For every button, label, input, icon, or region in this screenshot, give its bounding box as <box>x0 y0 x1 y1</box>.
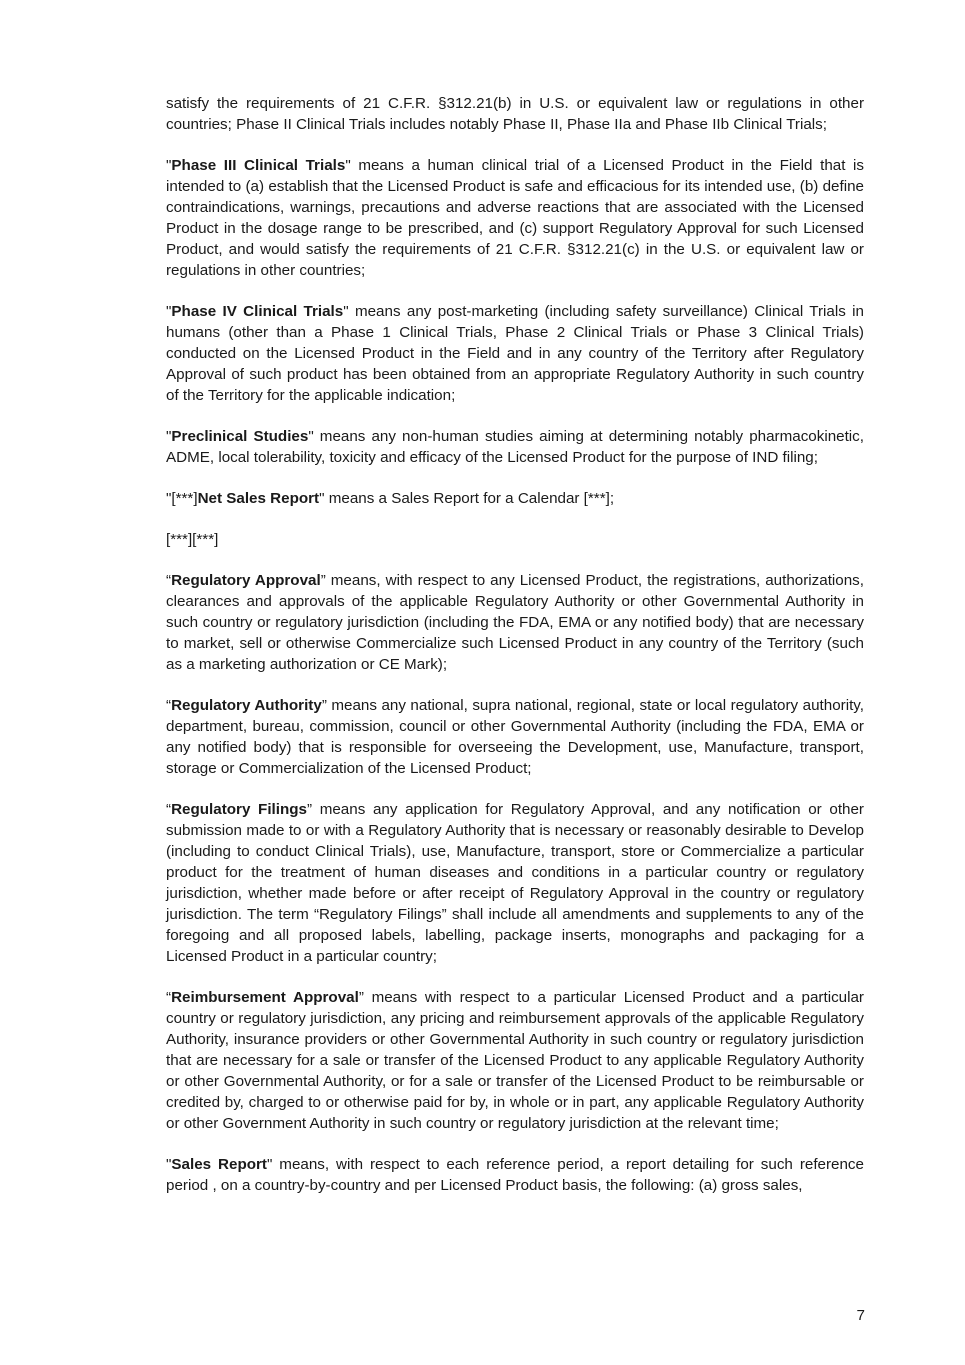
definition-text: means any non-human studies aiming at determining notably pharmacokinetic, ADME, local tolerability, toxicity and efficacy of the Licensed Product for the purpose of IND filing; <box>166 428 864 466</box>
definition-phase-iv-clinical-trials <box>166 301 864 406</box>
open-quote: “ <box>166 697 172 714</box>
definitions-body <box>166 93 864 1216</box>
definition-sales-report <box>166 1154 864 1196</box>
close-quote: ” <box>358 989 364 1006</box>
close-quote: ” <box>320 572 326 589</box>
definition-text: means, with respect to any Licensed Product, the registrations, authorizations, clearances and approvals of the applicable Regulatory Authority or other Governmental Authority in such country or regulatory jurisdiction (including the FDA, EMA or any notified body) that are necessary to market, sell or otherwise Commercialize such Licensed Product in any country of the Territory (such as a marketing authorization or CE Mark); <box>166 572 865 673</box>
definition-text: means any national, supra national, regional, state or local regulatory authority, department, bureau, commission, council or other Governmental Authority (including the FDA, EMA or any notified body) that is responsible for overseeing the Development, use, Manufacture, transport, storage or Commercialization of the Licensed Product; <box>166 697 864 777</box>
definition-regulatory-filings <box>166 799 864 967</box>
definition-regulatory-approval <box>166 570 864 675</box>
open-quote: “ <box>166 801 172 818</box>
definition-text: means with respect to a particular Licensed Product and a particular country or regulatory jurisdiction, any pricing and reimbursement approvals of the applicable Regulatory Authority, insurance providers or other Governmental Authority in such country or regulatory jurisdiction that are necessary for a sale or transfer of the Licensed Product to any applicable Regulatory Authority or other Governmental Authority, or for a sale or transfer of the Licensed Product to be reimbursable or credited by, charged to or otherwise paid for by, in whole or in part, any applicable Regulatory Authority or other Government Authority in such country or regulatory jurisdiction at the relevant time; <box>166 989 864 1132</box>
defined-term: Reimbursement Approval <box>171 989 359 1006</box>
close-quote: " <box>266 1156 273 1173</box>
definition-text: means a human clinical trial of a Licensed Product in the Field that is intended to (a) establish that the Licensed Product is safe and efficacious for its intended use, (b) define contraindications, warnings, precautions and adverse reactions that are associated with the Licensed Product in the dosage range to be prescribed, and (c) support Regulatory Approval for such Licensed Product, and would satisfy the requirements of 21 C.F.R. §312.21(c) in the U.S. or equivalent law or regulations in other countries; <box>166 157 864 279</box>
open-quote: " <box>166 428 172 445</box>
redacted-paragraph <box>166 529 864 550</box>
definition-regulatory-authority <box>166 695 864 779</box>
definition-phase-iii-clinical-trials <box>166 155 864 281</box>
definition-reimbursement-approval <box>166 987 864 1134</box>
definition-net-sales-report <box>166 488 864 509</box>
close-quote: ” <box>321 697 327 714</box>
close-quote: " <box>319 490 325 507</box>
close-quote: " <box>308 428 314 445</box>
defined-term: Phase IV Clinical Trials <box>171 303 344 320</box>
definition-text: means, with respect to each reference period, a report detailing for such reference period , on a country-by-country and per Licensed Product basis, the following: (a) gross sales, <box>166 1156 864 1194</box>
definition-text: means any post-marketing (including safety surveillance) Clinical Trials in humans (other than a Phase 1 Clinical Trials, Phase 2 Clinical Trials or Phase 3 Clinical Trials) conducted on the Licensed Product in the Field and in any country of the Territory after Regulatory Approval of such product has been obtained from an appropriate Regulatory Authority in such country of the Territory for the applicable indication; <box>166 303 864 404</box>
defined-term: Sales Report <box>171 1156 267 1173</box>
defined-term: Regulatory Approval <box>171 572 321 589</box>
open-quote: "[***] <box>166 490 198 507</box>
redacted-text: [***][***] <box>166 531 219 548</box>
definition-text: satisfy the requirements of 21 C.F.R. §312.21(b) in U.S. or equivalent law or regulations in other countries; Phase II Clinical Trials includes notably Phase II, Phase IIa and Phase IIb Clinical Trials; <box>166 95 864 133</box>
defined-term: Net Sales Report <box>197 490 320 507</box>
defined-term: Phase III Clinical Trials <box>171 157 346 174</box>
open-quote: “ <box>166 989 172 1006</box>
open-quote: " <box>166 1156 172 1173</box>
definition-text: means any application for Regulatory Approval, and any notification or other submission made to or with a Regulatory Authority that is necessary or reasonably desirable to Develop (including to conduct Clinical Trials), use, Manufacture, transport, store or Commercialize a particular product for the treatment of human diseases and conditions in a particular country or regulatory jurisdiction, whether made before or after receipt of Regulatory Approval in the country or regulatory jurisdiction. The term “Regulatory Filings” shall include all amendments and supplements to any of the foregoing and all proposed labels, labelling, package inserts, monographs and packaging for a Licensed Product in a particular country; <box>166 801 864 965</box>
close-quote: " <box>343 303 349 320</box>
open-quote: “ <box>166 572 172 589</box>
open-quote: " <box>166 303 172 320</box>
defined-term: Regulatory Authority <box>171 697 322 714</box>
open-quote: " <box>166 157 172 174</box>
defined-term: Preclinical Studies <box>171 428 309 445</box>
close-quote: " <box>345 157 351 174</box>
page-number: 7 <box>856 1307 865 1324</box>
definition-preclinical-studies <box>166 426 864 468</box>
defined-term: Regulatory Filings <box>171 801 307 818</box>
definition-text: means a Sales Report for a Calendar [***]; <box>324 490 615 507</box>
definition-paragraph-phase-ii-continued <box>166 93 864 135</box>
close-quote: ” <box>306 801 313 818</box>
